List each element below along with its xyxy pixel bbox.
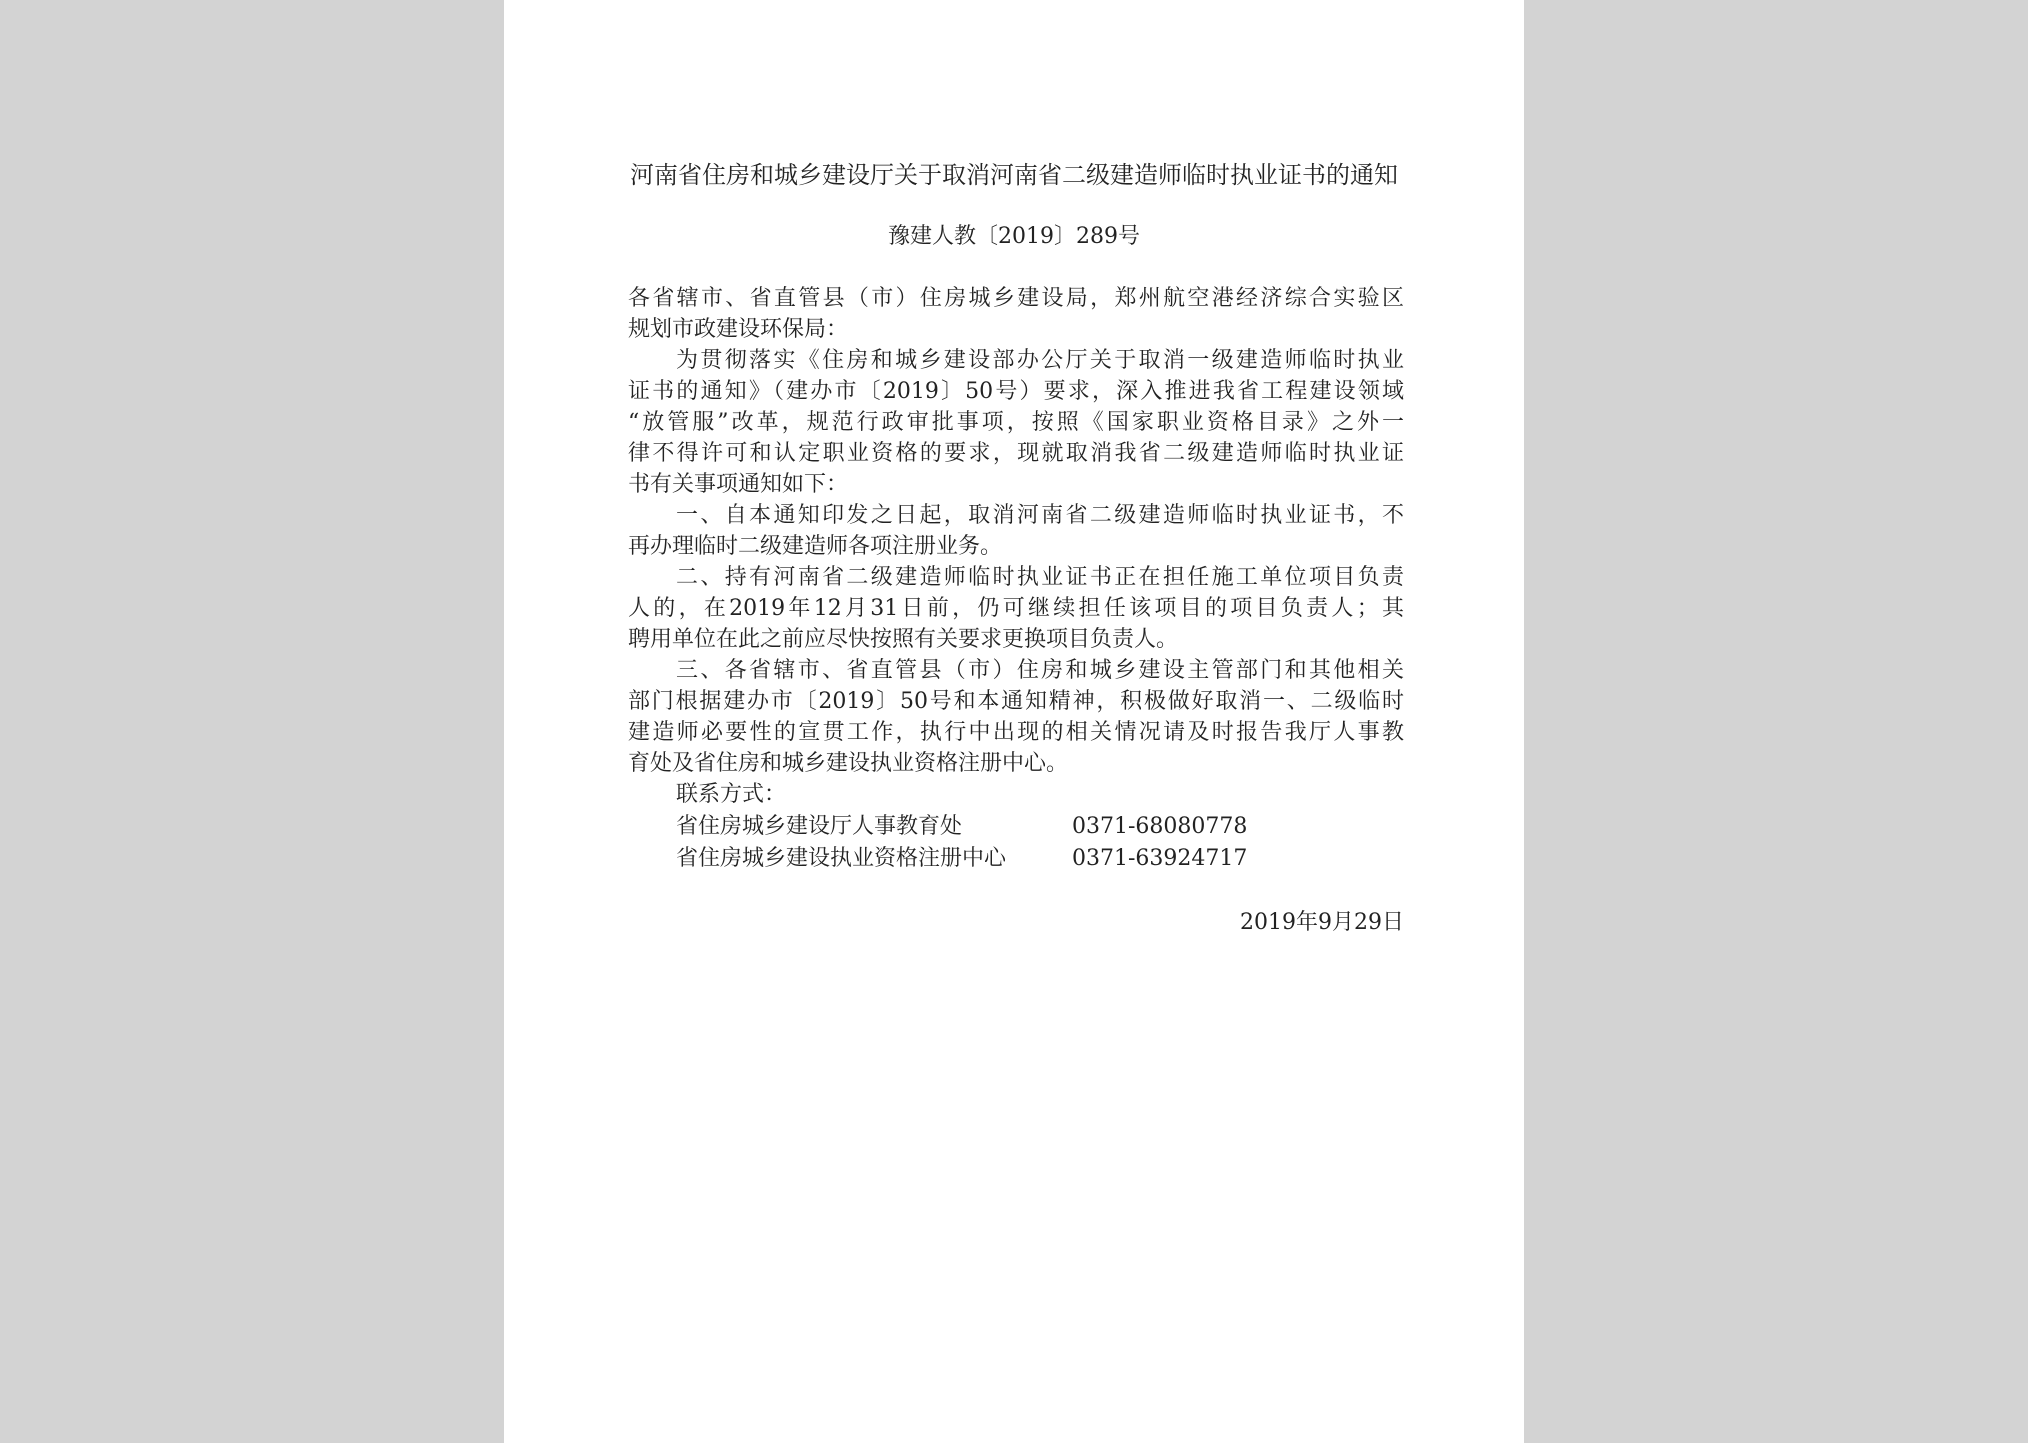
item-two-line: 聘用单位在此之前应尽快按照有关要求更换项目负责人。 (628, 627, 1179, 652)
paragraph-line: 书有关事项通知如下： (628, 472, 849, 497)
addressee-line: 规划市政建设环保局： (628, 317, 849, 342)
item-one-line: 一、自本通知印发之日起，取消河南省二级建造师临时执业证书，不 (676, 503, 1404, 528)
item-three-line: 育处及省住房和城乡建设执业资格注册中心。 (628, 751, 1069, 776)
item-three-line: 部门根据建办市〔2019〕50号和本通知精神，积极做好取消一、二级临时 (628, 689, 1404, 714)
item-one-line: 再办理临时二级建造师各项注册业务。 (628, 534, 1003, 559)
contact-name: 省住房城乡建设厅人事教育处 (676, 814, 963, 839)
document-body (628, 283, 1404, 810)
paragraph-line: 证书的通知》（建办市〔2019〕50号）要求，深入推进我省工程建设领域 (628, 379, 1404, 404)
paragraph-line: “放管服”改革，规范行政审批事项，按照《国家职业资格目录》之外一 (628, 410, 1404, 435)
item-three-line: 三、各省辖市、省直管县（市）住房和城乡建设主管部门和其他相关 (676, 658, 1404, 683)
contact-label: 联系方式： (676, 782, 787, 807)
item-three-line: 建造师必要性的宣贯工作，执行中出现的相关情况请及时报告我厅人事教 (628, 720, 1404, 745)
paragraph-line: 律不得许可和认定职业资格的要求，现就取消我省二级建造师临时执业证 (628, 441, 1404, 466)
contact-name: 省住房城乡建设执业资格注册中心 (676, 846, 1007, 871)
addressee-line: 各省辖市、省直管县（市）住房城乡建设局，郑州航空港经济综合实验区 (628, 286, 1404, 311)
document-date: 2019年9月29日 (1240, 910, 1404, 935)
document-title: 河南省住房和城乡建设厅关于取消河南省二级建造师临时执业证书的通知 (630, 161, 1398, 189)
contact-phone: 0371-63924717 (1072, 846, 1248, 871)
item-two-line: 人的，在2019年12月31日前，仍可继续担任该项目的项目负责人；其 (628, 596, 1404, 621)
item-two-line: 二、持有河南省二级建造师临时执业证书正在担任施工单位项目负责 (676, 565, 1404, 590)
document-page (504, 0, 1524, 1443)
document-number: 豫建人教〔2019〕289号 (888, 224, 1140, 249)
paragraph-line: 为贯彻落实《住房和城乡建设部办公厅关于取消一级建造师临时执业 (676, 348, 1404, 373)
contact-phone: 0371-68080778 (1072, 814, 1248, 839)
